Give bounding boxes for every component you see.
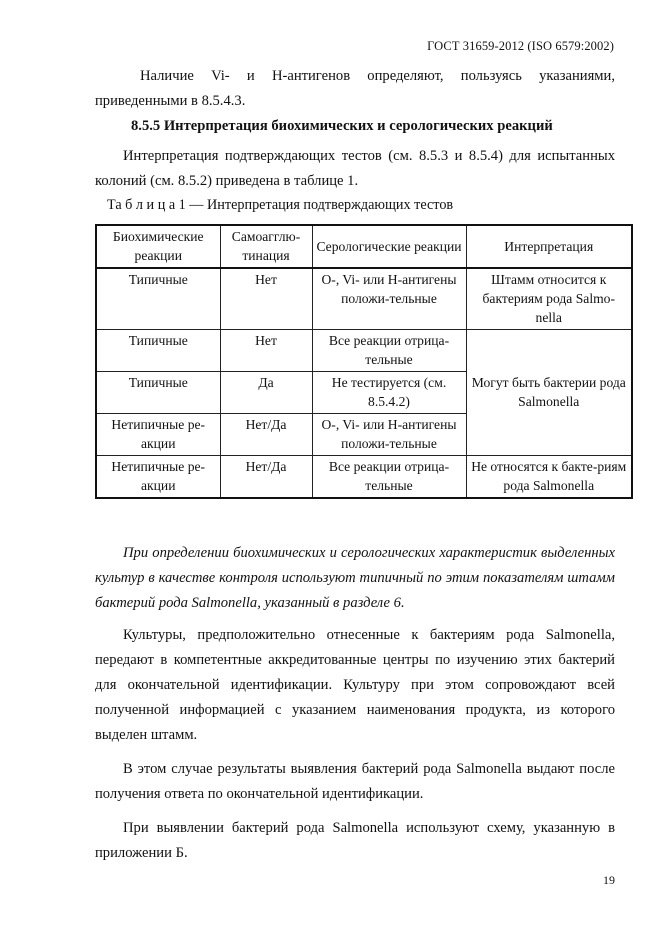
table-cell: Не тестируется (см. 8.5.4.2) [312,372,466,414]
table-cell: Типичные [96,330,220,372]
cultures-paragraph: Культуры, предположительно отнесенные к бактериям рода Salmonella, передают в компетентные аккредитованные центры по изучению этих бактерий для окончательной идентификации. Культуру при этом сопровождают всей полученной информацией с указанием наименования продукта, из которого выделен штамм. [95,627,615,743]
table-cell: Нет [220,268,312,330]
table-cell: Нет [220,330,312,372]
column-header: Серологические реакции [312,225,466,268]
table-cell: Не относятся к бакте-риям рода Salmonella [466,456,632,499]
results-paragraph: В этом случае результаты выявления бактерий рода Salmonella выдают после получения ответа по окончательной идентификации. [95,761,615,802]
table-cell: Нетипичные ре-акции [96,456,220,499]
table-caption: Та б л и ц а 1 — Интерпретация подтверждающих тестов [107,197,454,213]
table-cell: O-, Vi- или H-антигены положи-тельные [312,268,466,330]
table-cell: O-, Vi- или H-антигены положи-тельные [312,414,466,456]
table-cell: Нет/Да [220,456,312,499]
table-cell: Нет/Да [220,414,312,456]
column-header: Биохимические реакции [96,225,220,268]
table-cell: Все реакции отрица-тельные [312,330,466,372]
table-row [96,268,632,330]
page-number: 19 [603,873,615,887]
table-cell: Все реакции отрица-тельные [312,456,466,499]
table-row [96,456,632,499]
table-cell: Штамм относится к бактериям рода Salmo-nella [466,268,632,330]
table-cell: Могут быть бактерии рода Salmonella [466,330,632,456]
section-paragraph: Интерпретация подтверждающих тестов (см. 8.5.3 и 8.5.4) для испытанных колоний (см. 8.5.2) приведена в таблице 1. [95,148,615,189]
intro-paragraph: Наличие Vi- и H-антигенов определяют, пользуясь указаниями, приведенными в 8.5.4.3. [95,68,615,109]
section-title: 8.5.5 Интерпретация биохимических и серологических реакций [131,118,553,134]
table-cell: Типичные [96,268,220,330]
document-header: ГОСТ 31659-2012 (ISO 6579:2002) [427,39,614,53]
interpretation-table [95,224,633,499]
italic-note: При определении биохимических и серологических характеристик выделенных культур в качестве контроля используют типичный по этим показателям штамм бактерий рода Salmonella, указанный в разделе 6. [95,545,615,611]
column-header: Самоагглю-тинация [220,225,312,268]
table-row [96,330,632,372]
table-cell: Типичные [96,372,220,414]
table-cell: Да [220,372,312,414]
table-header-row [96,225,632,268]
table-cell: Нетипичные ре-акции [96,414,220,456]
column-header: Интерпретация [466,225,632,268]
scheme-paragraph: При выявлении бактерий рода Salmonella используют схему, указанную в приложении Б. [95,820,615,861]
